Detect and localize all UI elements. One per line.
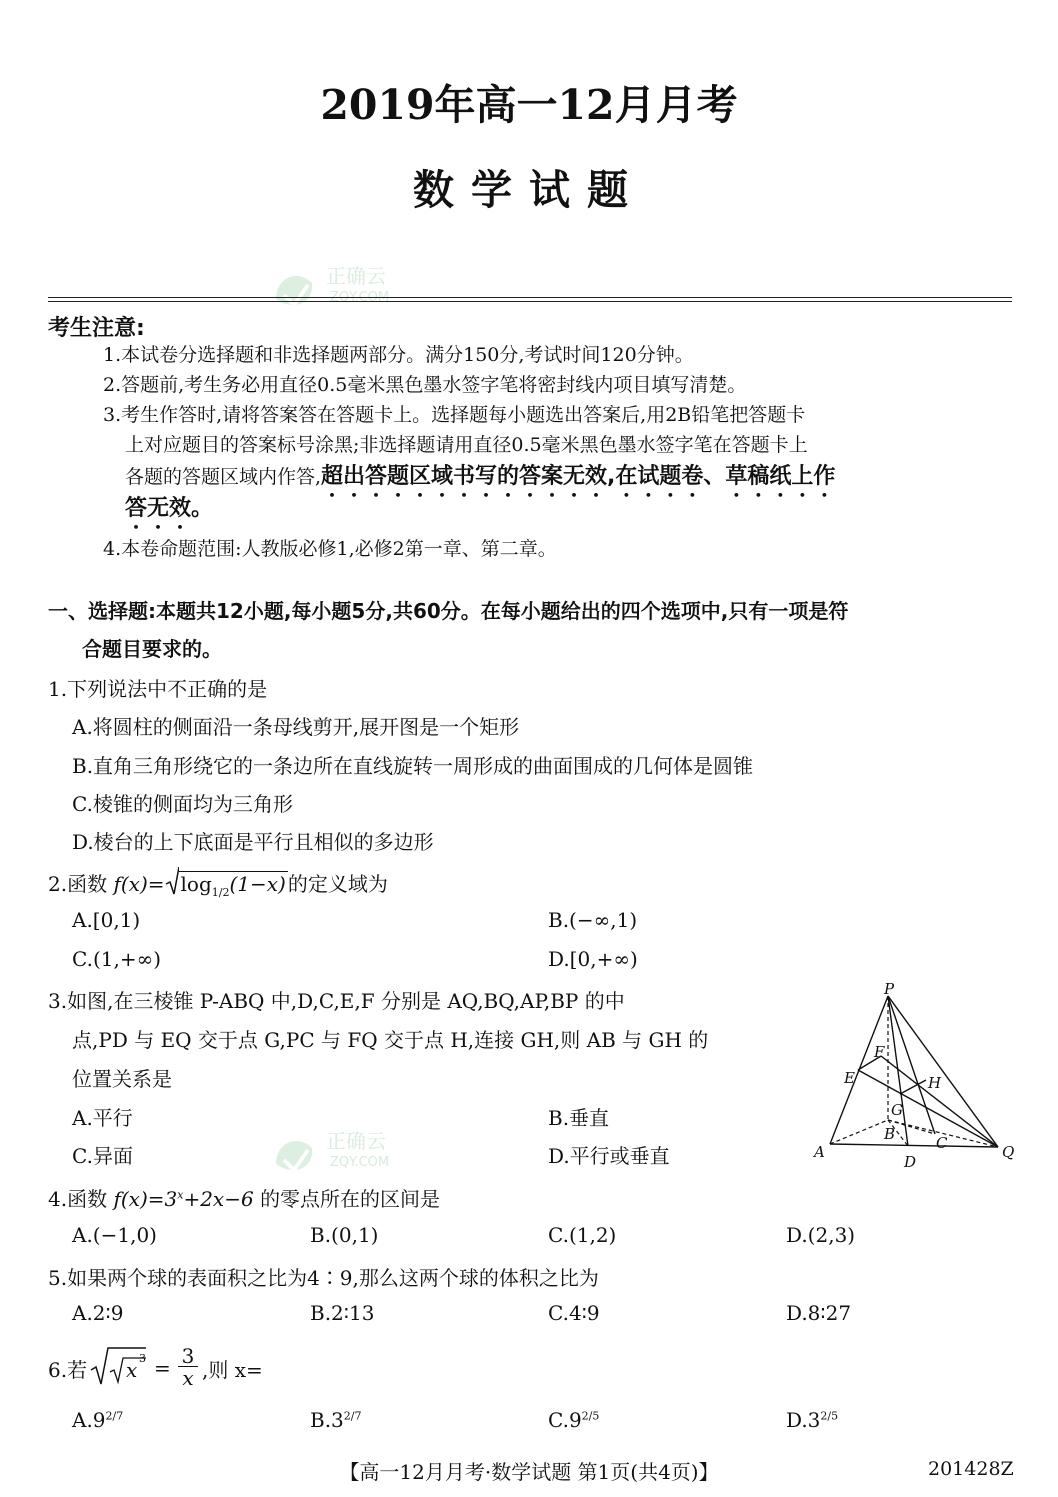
section-heading-cont: 合题目要求的。 (82, 637, 222, 661)
watermark-leaf-icon-2 (268, 1120, 418, 1190)
q3-stem-line2: 点,PD 与 EQ 交于点 G,PC 与 FQ 交于点 H,连接 GH,则 AB 与 GH 的 (72, 1028, 709, 1052)
q4-option-d: D.(2,3) (786, 1223, 856, 1247)
fig-label-f: F (874, 1043, 885, 1061)
q2-log: log (180, 872, 212, 896)
notice-item-3-cont: 上对应题目的答案标号涂黑;非选择题请用直径0.5毫米黑色墨水签字笔在答题卡上 (125, 434, 808, 456)
notice-emphasis-end: 答无效。 (125, 496, 214, 521)
q6-a-base: A.9 (72, 1408, 106, 1432)
q1-option-c: C.棱锥的侧面均为三角形 (72, 792, 293, 816)
q3-option-b: B.垂直 (548, 1106, 610, 1130)
q6-c-exp-num: 2 (581, 1409, 589, 1423)
q6-radicand-exp: 3 (139, 1352, 146, 1365)
q1-option-d: D.棱台的上下底面是平行且相似的多边形 (72, 830, 434, 854)
q4-function: f(x)=3 (113, 1187, 178, 1211)
q5-option-a: A.2∶9 (72, 1301, 124, 1325)
header-rule-top (48, 297, 1012, 298)
header-rule-bottom (48, 301, 1012, 302)
fig-label-c: C (936, 1134, 948, 1152)
page-footer: 【高一12月月考·数学试题 第1页(共4页)】 (339, 1460, 719, 1484)
q6-suffix: ,则 x= (202, 1358, 263, 1382)
q2-option-a: A.[0,1) (72, 908, 141, 932)
section-heading: 一、选择题:本题共12小题,每小题5分,共60分。在每小题给出的四个选项中,只有一项是符 (48, 599, 849, 623)
q6-radicand: x (126, 1358, 138, 1382)
q3-pyramid-figure (808, 982, 1023, 1172)
q6-c-base: C.9 (548, 1408, 582, 1432)
notice-item-4: 4.本卷命题范围:人教版必修1,必修2第一章、第二章。 (103, 538, 557, 560)
q4-exponent: x (177, 1188, 184, 1202)
fig-label-d: D (904, 1153, 917, 1171)
q4-option-c: C.(1,2) (548, 1223, 617, 1247)
q6-d-base: D.3 (786, 1408, 821, 1432)
q2-logbase-num: 1 (211, 886, 219, 899)
fig-label-g: G (891, 1101, 903, 1119)
q2-option-b: B.(−∞,1) (548, 908, 638, 932)
notice-item-3-cont2 (125, 462, 835, 502)
q6-equals: = (154, 1356, 171, 1380)
q5-option-c: C.4∶9 (548, 1301, 600, 1325)
q4-function-rest: +2x−6 (183, 1187, 254, 1211)
q4-prefix: 4.函数 (48, 1187, 108, 1211)
fig-label-p: P (884, 982, 895, 998)
q3-option-a: A.平行 (72, 1106, 133, 1130)
exam-title: 2019年高一12月月考 (320, 81, 738, 129)
watermark-logo (268, 255, 418, 329)
q6-option-a: $A.9^{2/7}$ (72, 1408, 124, 1432)
q6-frac-den: x (182, 1366, 194, 1390)
q6-d-exp-den: 5 (831, 1409, 839, 1423)
q1-option-a: A.将圆柱的侧面沿一条母线剪开,展开图是一个矩形 (72, 715, 520, 739)
q5-stem: 5.如果两个球的表面积之比为4∶9,那么这两个球的体积之比为 (48, 1266, 599, 1290)
q1-stem: 1.下列说法中不正确的是 (48, 677, 268, 701)
fig-label-q: Q (1002, 1143, 1015, 1161)
notice-item-2: 2.答题前,考生务必用直径0.5毫米黑色墨水签字笔将密封线内项目填写清楚。 (103, 374, 747, 396)
paper-code: 201428Z (928, 1458, 1014, 1480)
q6-prefix: 6.若 (48, 1358, 88, 1382)
q5-option-b: B.2∶13 (310, 1301, 375, 1325)
q4-suffix: 的零点所在的区间是 (260, 1187, 441, 1211)
notice-item-3-cont3 (125, 494, 213, 534)
fig-label-h: H (928, 1074, 942, 1092)
q6-option-d: $D.3^{2/5}$ (786, 1408, 839, 1432)
q4-option-a: A.(−1,0) (72, 1223, 157, 1247)
q6-b-exp-num: 2 (343, 1409, 351, 1423)
q3-stem-line1: 3.如图,在三棱锥 P-ABQ 中,D,C,E,F 分别是 AQ,BQ,AP,BP 的中 (48, 989, 625, 1013)
watermark-brand: 正确云 (326, 264, 386, 288)
notice-item-3-text: 各题的答题区域内作答, (125, 466, 322, 488)
q4-option-b: B.(0,1) (310, 1223, 379, 1247)
q5-option-d: D.8∶27 (786, 1301, 852, 1325)
q6-option-b: $B.3^{2/7}$ (310, 1408, 362, 1432)
q6-b-base: B.3 (310, 1408, 344, 1432)
q6-option-c: $C.9^{2/5}$ (548, 1408, 600, 1432)
notice-emphasis: 超出答题区域书写的答案无效,在试题卷、草稿纸上作 (321, 464, 836, 489)
q2-function: f(x)= (113, 872, 165, 896)
q4-stem (48, 1183, 440, 1212)
q6-frac-num: 3 (178, 1346, 198, 1367)
watermark-domain: ZQY.COM (330, 290, 390, 305)
q6-d-exp-num: 2 (820, 1409, 828, 1423)
q2-stem (48, 868, 388, 899)
watermark-domain-2: ZQY.COM (330, 1155, 390, 1170)
q6-b-exp-den: 7 (354, 1409, 362, 1423)
q6-a-exp-num: 2 (105, 1409, 113, 1423)
q6-a-exp-den: 7 (116, 1409, 124, 1423)
q2-option-c: C.(1,+∞) (72, 947, 162, 971)
exam-subtitle: 数学试题 (413, 166, 645, 214)
notice-heading: 考生注意: (48, 316, 145, 341)
q3-stem-line3: 位置关系是 (72, 1067, 172, 1091)
fig-label-a: A (814, 1143, 825, 1161)
q2-logbase-den: 2 (222, 886, 230, 899)
q3-option-d: D.平行或垂直 (548, 1144, 670, 1168)
sqrt-sign-icon (165, 866, 179, 896)
q3-option-c: C.异面 (72, 1144, 133, 1168)
q2-arg: (1−x) (229, 872, 286, 896)
watermark-brand-2: 正确云 (326, 1129, 386, 1153)
watermark-leaf-icon (268, 255, 418, 325)
q1-option-b: B.直角三角形绕它的一条边所在直线旋转一周形成的曲面围成的几何体是圆锥 (72, 754, 754, 778)
q2-sqrt: $\log_{1/2}(1-x)$ (165, 872, 288, 899)
fig-label-b: B (884, 1125, 896, 1143)
q6-c-exp-den: 5 (592, 1409, 600, 1423)
q2-suffix: 的定义域为 (287, 872, 388, 896)
notice-item-3: 3.考生作答时,请将答案答在答题卡上。选择题每小题选出答案后,用2B铅笔把答题卡 (103, 404, 806, 426)
q2-prefix: 2.函数 (48, 872, 108, 896)
fig-label-e: E (844, 1069, 855, 1087)
q2-option-d: D.[0,+∞) (548, 947, 638, 971)
notice-item-1: 1.本试卷分选择题和非选择题两部分。满分150分,考试时间120分钟。 (103, 344, 694, 366)
